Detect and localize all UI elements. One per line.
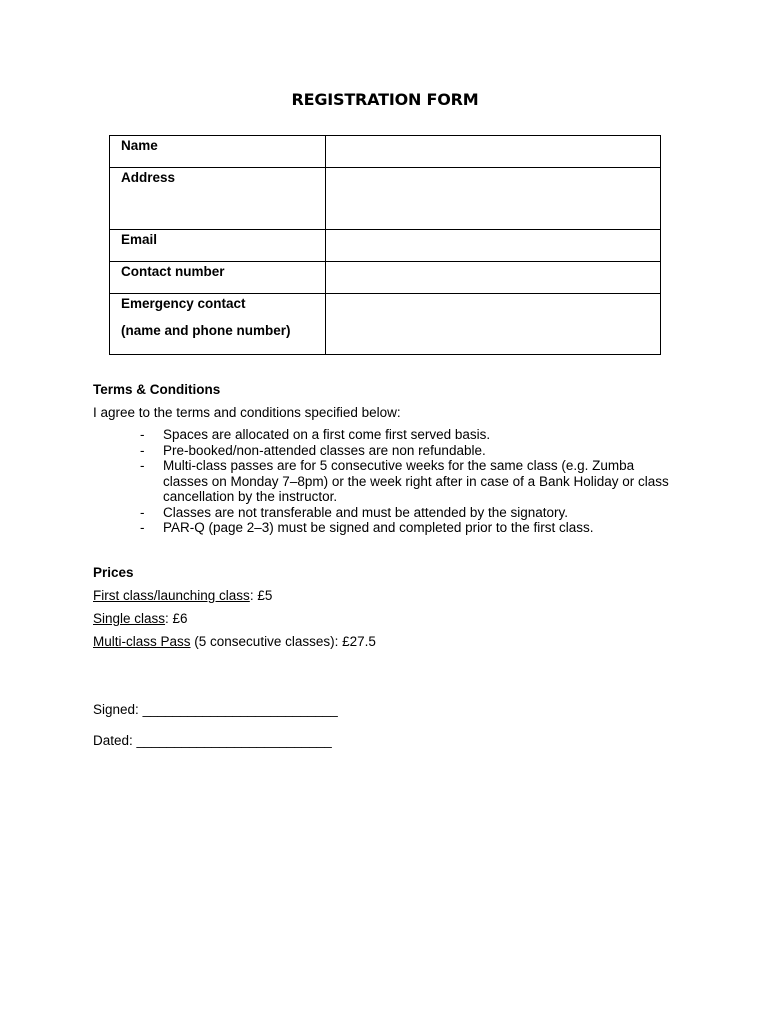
price-multi-class-pass: [93, 634, 376, 649]
table-row: [110, 230, 661, 262]
name-field[interactable]: [326, 136, 661, 168]
emergency-contact-label: Emergency contact: [121, 296, 246, 311]
signed-line: [93, 702, 338, 717]
dated-line: [93, 733, 332, 748]
price-detail: : £5: [249, 588, 273, 603]
field-label-name: Name: [110, 136, 326, 168]
signed-field[interactable]: __________________________: [142, 702, 338, 717]
terms-heading: Terms & Conditions: [93, 382, 221, 397]
contact-number-field[interactable]: [326, 262, 661, 294]
terms-list: [140, 427, 680, 536]
list-item: [140, 520, 680, 536]
terms-item-text: Pre-booked/non-attended classes are non refundable.: [163, 442, 486, 458]
list-item: [140, 443, 680, 459]
bullet-dash: -: [140, 427, 145, 442]
registration-table: [109, 135, 661, 355]
bullet-dash: -: [140, 504, 145, 520]
price-first-class: [93, 588, 272, 603]
table-row: [110, 136, 661, 168]
dated-field[interactable]: __________________________: [136, 733, 332, 748]
table-row: [110, 294, 661, 355]
list-item: [140, 427, 680, 443]
price-detail: : £6: [165, 611, 188, 626]
field-label-email: Email: [110, 230, 326, 262]
price-name: First class/launching class: [93, 588, 250, 603]
page-title: REGISTRATION FORM: [291, 90, 479, 109]
emergency-contact-field[interactable]: [326, 294, 661, 355]
table-row: [110, 262, 661, 294]
field-label-contact-number: Contact number: [110, 262, 326, 294]
price-detail: (5 consecutive classes): £27.5: [190, 634, 376, 649]
prices-heading: Prices: [93, 565, 134, 580]
terms-item-text: Spaces are allocated on a first come first served basis.: [163, 427, 491, 442]
bullet-dash: -: [140, 458, 145, 473]
list-item: [140, 505, 680, 521]
terms-intro: I agree to the terms and conditions specified below:: [93, 405, 401, 420]
email-field[interactable]: [326, 230, 661, 262]
table-row: [110, 168, 661, 230]
terms-item-text: Classes are not transferable and must be attended by the signatory.: [163, 504, 568, 520]
emergency-contact-sublabel: (name and phone number): [121, 323, 291, 338]
dated-label: Dated:: [93, 733, 133, 748]
price-name: Single class: [93, 611, 166, 626]
field-label-address: Address: [110, 168, 326, 230]
signed-label: Signed:: [93, 702, 139, 717]
price-name: Multi-class Pass: [93, 634, 191, 649]
bullet-dash: -: [140, 442, 145, 458]
list-item: [140, 458, 680, 505]
bullet-dash: -: [140, 520, 145, 535]
terms-item-text: Multi-class passes are for 5 consecutive weeks for the same class (e.g. Zumba classes on Monday 7–8pm) or the week right after in case of a Bank Holiday or class cancellation by the instructor.: [163, 458, 669, 504]
price-single-class: [93, 611, 188, 626]
address-field[interactable]: [326, 168, 661, 230]
terms-item-text: PAR-Q (page 2–3) must be signed and completed prior to the first class.: [163, 520, 594, 535]
field-label-emergency-contact: [110, 294, 326, 355]
